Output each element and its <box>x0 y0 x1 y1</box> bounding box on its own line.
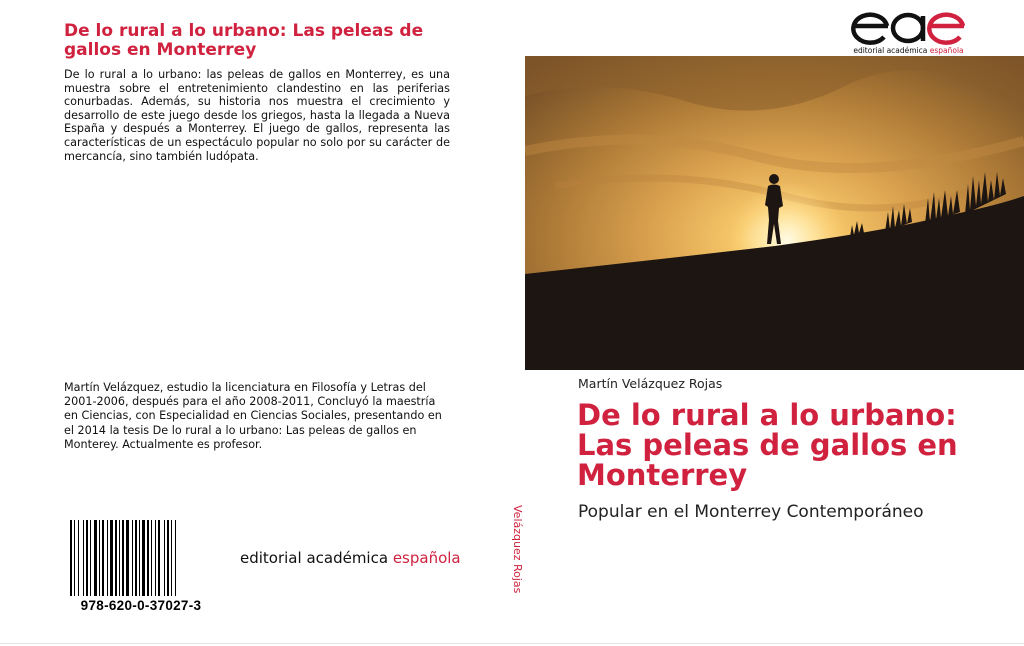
barcode-bar <box>151 520 152 596</box>
barcode-icon <box>68 520 214 596</box>
cover-photo-sunset <box>525 56 1024 370</box>
barcode-bar <box>122 520 124 596</box>
barcode-bar <box>107 520 108 596</box>
barcode-bar <box>99 520 100 596</box>
barcode-bar <box>94 520 97 596</box>
barcode-bar <box>115 520 117 596</box>
barcode-bar <box>171 520 172 596</box>
front-cover-subtitle: Popular en el Monterrey Contemporáneo <box>578 502 924 522</box>
page-bottom-edge <box>0 643 1024 644</box>
publisher-main-text: editorial académica <box>240 549 393 567</box>
barcode-bar <box>74 520 75 596</box>
barcode-bar <box>78 520 79 596</box>
back-cover-title: De lo rural a lo urbano: Las peleas de gallos en Monterrey <box>64 21 424 60</box>
barcode-block <box>68 520 214 613</box>
sunset-runner-illustration <box>525 56 1024 370</box>
barcode-bar <box>135 520 137 596</box>
spine-author: Velázquez Rojas <box>511 505 524 594</box>
barcode-bar <box>142 520 145 596</box>
front-cover-author: Martín Velázquez Rojas <box>578 376 723 391</box>
barcode-bar <box>164 520 165 596</box>
barcode-bar <box>86 520 88 596</box>
isbn-number: 978-620-0-37027-3 <box>80 598 202 613</box>
barcode-bar <box>158 520 160 596</box>
barcode-bar <box>132 520 133 596</box>
back-cover-blurb: De lo rural a lo urbano: las peleas de gallos en Monterrey, es una muestra sobre el entretenimiento clandestino en las periferias conurbadas. Además, su historia nos muestra el crecimiento y desarrollo de este juego desde los griegos, hasta la llegada a Nueva España y después a Monterrey. El juego de gallos, representa las características de un espectáculo popular no solo por su carácter de mercancía, sino también ludópata. <box>64 68 450 163</box>
logo-caption <box>846 46 971 55</box>
barcode-bar <box>147 520 149 596</box>
publisher-accent-text: española <box>392 549 461 567</box>
barcode-bar <box>155 520 156 596</box>
barcode-bar <box>119 520 120 596</box>
eae-logo-icon <box>846 6 971 46</box>
barcode-bar <box>167 520 169 596</box>
barcode-bar <box>70 520 72 596</box>
barcode-bar <box>83 520 84 596</box>
author-bio: Martín Velázquez, estudio la licenciatura en Filosofía y Letras del 2001-2006, después para el año 2008-2011, Concluyó la maestría en Ciencias, con Especialidad en Ciencias Sociales, presentando en el 2014 la tesis De lo rural a lo urbano: Las peleas de gallos en Monterey. Actualmente es profesor. <box>64 381 442 451</box>
barcode-bar <box>139 520 140 596</box>
logo-caption-accent: española <box>929 46 964 55</box>
front-cover-title: De lo rural a lo urbano: Las peleas de gallos en Monterrey <box>577 398 958 492</box>
back-publisher-name <box>240 549 461 567</box>
barcode-bar <box>90 520 91 596</box>
barcode-bar <box>175 520 176 596</box>
barcode-bar <box>102 520 104 596</box>
barcode-bar <box>110 520 113 596</box>
publisher-logo <box>846 6 971 56</box>
logo-caption-main: editorial académica <box>853 46 930 55</box>
barcode-bar <box>126 520 129 596</box>
